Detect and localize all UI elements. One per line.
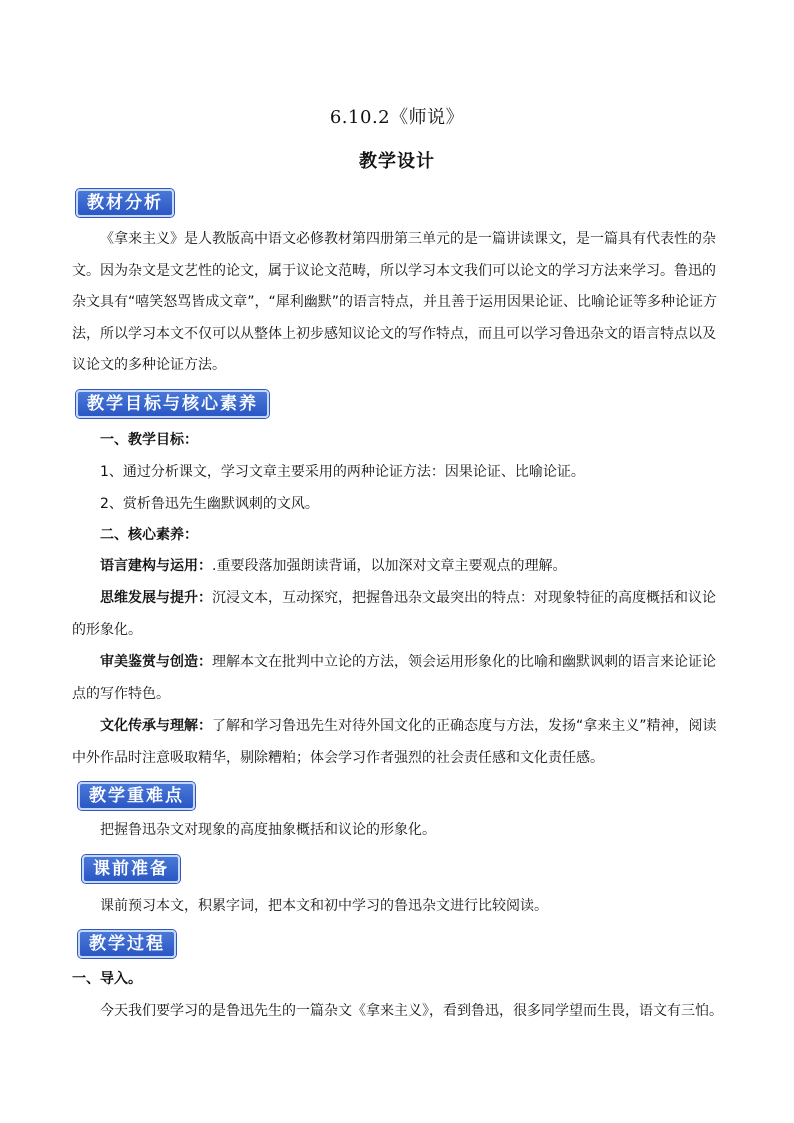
process-heading: 一、导入。 <box>72 971 142 987</box>
literacy-label: 思维发展与提升： <box>100 590 212 606</box>
literacy-heading: 二、核心素养： <box>100 527 198 543</box>
literacy-text: 了解和学习鲁迅先生对待外国文化的正确态度与方法，发扬“拿来主义”精神，阅读中外作品时注意吸取精华，剔除糟粕；体会学习作者强烈的社会责任感和文化责任感。 <box>72 718 717 766</box>
document-subtitle: 教学设计 <box>359 151 435 172</box>
literacy-item-aesthetics <box>72 647 724 710</box>
literacy-text: .重要段落加强朗读背诵，以加深对文章主要观点的理解。 <box>212 558 567 574</box>
process-text: 今天我们要学习的是鲁迅先生的一篇杂文《拿来主义》，看到鲁迅，很多同学望而生畏，语文有三怕。 <box>100 1003 723 1019</box>
literacy-label: 语言建构与运用： <box>100 558 212 574</box>
section-badge-key-points: 教学重难点 <box>78 782 195 810</box>
literacy-item-culture <box>72 711 724 774</box>
goal-item-2: 2、赏析鲁迅先生幽默讽刺的文风。 <box>100 496 319 512</box>
material-analysis-paragraph: 《拿来主义》是人教版高中语文必修教材第四册第三单元的是一篇讲读课文，是一篇具有代表性的杂文。因为杂文是文艺性的论文，属于议论文范畴，所以学习本文我们可以论文的学习方法来学习。鲁迅的杂文具有“嘻笑怒骂皆成文章”，“犀利幽默”的语言特点，并且善于运用因果论证、比喻论证等多种论证方法，所以学习本文不仅可以从整体上初步感知议论文的写作特点，而且可以学习鲁迅杂文的语言特点以及议论文的多种论证方法。 <box>72 231 718 373</box>
section-badge-process: 教学过程 <box>78 930 176 958</box>
literacy-label: 文化传承与理解： <box>100 718 212 734</box>
goal-item-1: 1、通过分析课文，学习文章主要采用的两种论证方法：因果论证、比喻论证。 <box>100 464 585 480</box>
literacy-item-language <box>72 551 724 583</box>
section-badge-preparation: 课前准备 <box>82 855 180 883</box>
section-badge-material-analysis: 教材分析 <box>76 189 174 217</box>
literacy-text: 理解本文在批判中立论的方法，领会运用形象化的比喻和幽默讽刺的语言来论证论点的写作特色。 <box>72 654 716 702</box>
literacy-text: 沉浸文本，互动探究，把握鲁迅杂文最突出的特点：对现象特征的高度概括和议论的形象化。 <box>72 590 716 638</box>
preparation-text: 课前预习本文，积累字词，把本文和初中学习的鲁迅杂文进行比较阅读。 <box>100 898 548 914</box>
key-points-text: 把握鲁迅杂文对现象的高度抽象概括和议论的形象化。 <box>100 822 436 838</box>
section-badge-goals: 教学目标与核心素养 <box>76 390 269 418</box>
goals-heading: 一、教学目标： <box>100 432 198 448</box>
literacy-item-thinking <box>72 583 724 646</box>
document-title: 6.10.2《师说》 <box>329 107 465 128</box>
literacy-label: 审美鉴赏与创造： <box>100 654 212 670</box>
